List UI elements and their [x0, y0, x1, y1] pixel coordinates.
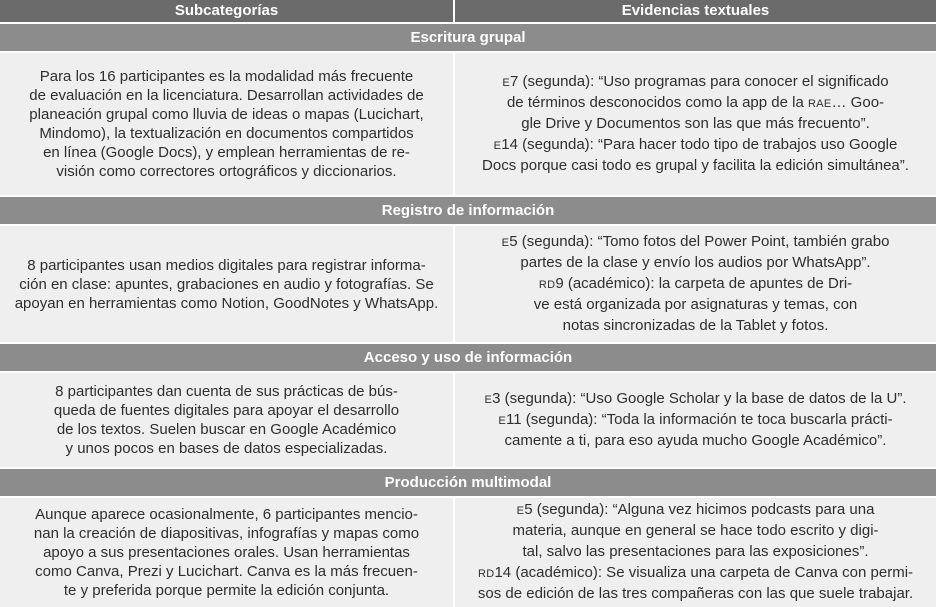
evidence-cell [455, 498, 936, 607]
text-line: de términos desconocidos como la app de la RAE… Goo- [506, 93, 885, 111]
text-line: te y preferida porque permite la edición conjunta. [63, 582, 390, 599]
text-line: ción en clase: apuntes, grabaciones en audio y fotografías. Se [19, 275, 434, 293]
text-line: RD14 (académico): Se visualiza una carpeta de Canva con permi- [477, 564, 914, 581]
subcategory-cell [0, 373, 455, 467]
table-row [0, 53, 936, 195]
text-line: E5 (segunda): “Tomo fotos del Power Point, también grabo [501, 232, 890, 250]
text-line: RD9 (académico): la carpeta de apuntes de Dri- [538, 274, 853, 292]
text-line: sos de edición de las tres compañeras con las que suele trabajar. [477, 585, 914, 602]
text-line: notas sincronizadas de la Tablet y fotos. [562, 316, 829, 334]
subcategory-cell [0, 53, 455, 195]
evidence-cell [455, 53, 936, 195]
category-acceso-uso-informacion: Acceso y uso de información [0, 344, 936, 371]
text-line: nan la creación de diapositivas, infografías y mapas como [33, 525, 420, 542]
text-line: planeación grupal como lluvia de ideas o mapas (Lucichart, [29, 106, 424, 123]
table-row [0, 498, 936, 607]
category-registro-informacion: Registro de información [0, 197, 936, 224]
text-line: queda de fuentes digitales para apoyar el desarrollo [53, 402, 400, 419]
evidence-cell [455, 226, 936, 342]
text-line: E14 (segunda): “Para hacer todo tipo de trabajos uso Google [493, 135, 898, 153]
text-line: apoyo a sus presentaciones orales. Usan herramientas [43, 544, 410, 561]
text-line: gle Drive y Documentos son las que más frecuento”. [521, 114, 870, 132]
category-escritura-grupal: Escritura grupal [0, 24, 936, 51]
text-line: E3 (segunda): “Uso Google Scholar y la base de datos de la U”. [484, 389, 907, 407]
subcategory-cell [0, 498, 455, 607]
text-line: tal, salvo las presentaciones para las exposiciones”. [522, 543, 869, 560]
text-line: Mindomo), la textualización en documentos compartidos [39, 125, 414, 142]
header-evidencias: Evidencias textuales [621, 2, 770, 19]
text-line: E11 (segunda): “Toda la información te toca buscarla prácti- [498, 410, 893, 428]
table-header [0, 0, 936, 22]
text-line: camente a ti, para eso ayuda mucho Google Académico”. [504, 431, 887, 449]
text-line: E7 (segunda): “Uso programas para conocer el significado [502, 72, 889, 90]
text-line: Aunque aparece ocasionalmente, 6 participantes mencio- [35, 506, 418, 523]
text-line: materia, aunque en general se hace todo escrito y digi- [512, 522, 879, 539]
text-line: de evaluación en la licenciatura. Desarrollan actividades de [29, 87, 424, 104]
text-line: E5 (segunda): “Alguna vez hicimos podcasts para una [516, 501, 875, 518]
subcategory-cell [0, 226, 455, 342]
text-line: 8 participantes dan cuenta de sus prácticas de bús- [55, 383, 398, 400]
header-subcategorias: Subcategorías [0, 0, 455, 22]
text-line: ve está organizada por asignaturas y temas, con [533, 295, 858, 313]
text-line: como Canva, Prezi y Lucichart. Canva es la más frecuen- [35, 563, 418, 580]
text-line: 8 participantes usan medios digitales para registrar informa- [27, 256, 426, 274]
text-line: Para los 16 participantes es la modalidad más frecuente [39, 68, 414, 85]
text-line: apoyan en herramientas como Notion, GoodNotes y WhatsApp. [14, 294, 439, 312]
text-line: y unos pocos en bases de datos especializadas. [65, 440, 388, 457]
text-line: de los textos. Suelen buscar en Google Académico [56, 421, 397, 438]
text-line: visión como correctores ortográficos y diccionarios. [56, 163, 397, 180]
category-produccion-multimodal: Producción multimodal [0, 469, 936, 496]
table-row [0, 226, 936, 342]
text-line: partes de la clase y envío los audios por WhatsApp”. [520, 253, 871, 271]
evidence-cell [455, 373, 936, 467]
text-line: Docs porque casi todo es grupal y facilita la edición simultánea”. [482, 156, 909, 174]
text-line: en línea (Google Docs), y emplean herramientas de re- [43, 144, 410, 161]
table-row [0, 373, 936, 467]
